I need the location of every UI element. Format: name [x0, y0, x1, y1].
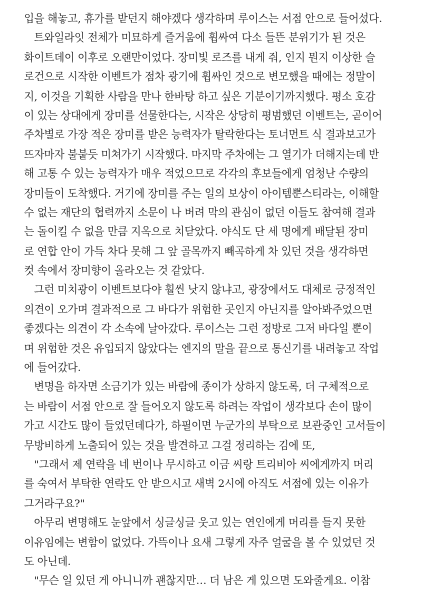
text-line: 가고 시간도 많이 들었던데다가, 하필이면 누군가의 부탁으로 보관중인 고서들이: [24, 420, 386, 433]
text-line: 로 연합 안이 가득 차다 못해 그 앞 골목까지 빼곡하게 차 있던 것을 생각하면: [24, 245, 369, 258]
text-line: 해 고통 수 있는 능력자가 매우 적었으므로 각각의 후보들에게 엄청난 수량의: [24, 168, 369, 181]
paragraph-4: [24, 378, 400, 456]
text-line: 이유임에는 변함이 없었다. 가뜩이나 요새 그렇게 자주 얼굴을 볼 수 있었던 것: [24, 536, 376, 549]
text-line: 지, 이것을 기획한 사람을 만나 한바탕 하고 싶은 기분이기까지했다. 평소 호감: [24, 90, 376, 103]
text-line: 는 바람이 서점 안으로 잘 들어오지 않도록 하려는 작업이 생각보다 손이 많이: [24, 400, 372, 413]
text-line: 입을 해놓고, 휴가를 받던지 해야겠다 생각하며 루이스는 서점 안으로 들어섰다.: [24, 13, 383, 25]
text-line: 좋겠다는 의견이 각 소속에 날아갔다. 루이스는 그런 정방로 그저 바다일 뿐이: [24, 323, 372, 336]
text-line: 로건으로 시작한 이벤트가 점차 광기에 휩싸인 것으로 변모했을 때에는 정말이: [24, 71, 376, 84]
text-line: 변명을 하자면 소금기가 있는 바람에 종이가 상하지 않도록, 더 구체적으로: [34, 381, 369, 394]
text-line: 에 들어갔다.: [24, 362, 81, 375]
text-line: 를 숙여서 부탁한 연락도 안 받으시고 새벽 2시에 아직도 서점에 있는 이유가: [24, 478, 369, 491]
text-line: 수 없는 재단의 협력까지 소문이 나 버려 막의 관심이 없던 이들도 참여해 결과: [24, 206, 376, 219]
paragraph-1: [24, 10, 400, 29]
text-line: "그래서 제 연락을 네 번이나 무시하고 이금 씨랑 트리비아 씨에게까지 머리: [34, 458, 374, 471]
text-line: 는 돌이킬 수 없을 만큼 지옥으로 치닫았다. 야식도 단 세 명에게 배달된 장미: [24, 226, 369, 239]
text-line: 아무리 변명해도 눈앞에서 싱글싱글 웃고 있는 연인에게 머리를 들지 못한: [34, 517, 366, 530]
document-page: [24, 10, 400, 592]
text-line: 의견이 오가며 결과적으로 그 바다가 위험한 곳인지 아닌지를 알아봐주었으면: [24, 303, 373, 316]
text-line: 트와일라잇 전체가 미묘하게 즐거움에 휩싸여 다소 들뜬 분위기가 된 것은: [34, 32, 366, 45]
text-line: 그런 미치광이 이벤트보다야 훨씬 낫지 않냐고, 광장에서도 대체로 긍정적인: [34, 284, 376, 297]
text-line: 무방비하게 노출되어 있는 것을 발견하고 그걸 정리하는 김에 또,: [24, 439, 316, 452]
paragraph-7-dialogue: [24, 572, 400, 591]
text-line: 컷 속에서 장미향이 올라오는 것 같았다.: [24, 265, 205, 278]
text-line: 뜨자마자 불붙듯 미쳐가기 시작했다. 마지막 주차에는 그 열기가 더해지는데 반: [24, 148, 379, 161]
paragraph-6: [24, 514, 400, 572]
text-line: 이 있는 상대에게 장미를 선물한다는, 시작은 상당히 평범했던 이벤트는, 곧이어: [24, 109, 383, 122]
paragraph-3: [24, 281, 400, 378]
paragraph-2: [24, 29, 400, 281]
text-line: 그거라구요?": [24, 497, 85, 510]
text-line: 주차별로 가장 적은 장미를 받은 능력자가 탈락한다는 토너먼트 식 결과보고가: [24, 129, 376, 142]
text-line: 장미들이 도착했다. 거기에 장미를 주는 일의 보상이 아이템뿐스티라는, 이해할: [24, 187, 379, 200]
paragraph-5-dialogue: [24, 456, 400, 514]
text-line: 며 위험한 것은 유입되지 않았다는 엔지의 말을 끝으로 통신기를 내려놓고 작업: [24, 342, 379, 355]
text-line: "무슨 일 있던 게 아니니까 괜찮지만… 더 남은 게 있으면 도와줄게요. 이참: [34, 575, 371, 588]
text-line: 화이트데이 이후로 오랜만이었다. 장미빛 로즈를 내게 줘, 인지 뭔지 이상한 슬: [24, 51, 376, 64]
text-line: 도 아닌데.: [24, 555, 71, 568]
